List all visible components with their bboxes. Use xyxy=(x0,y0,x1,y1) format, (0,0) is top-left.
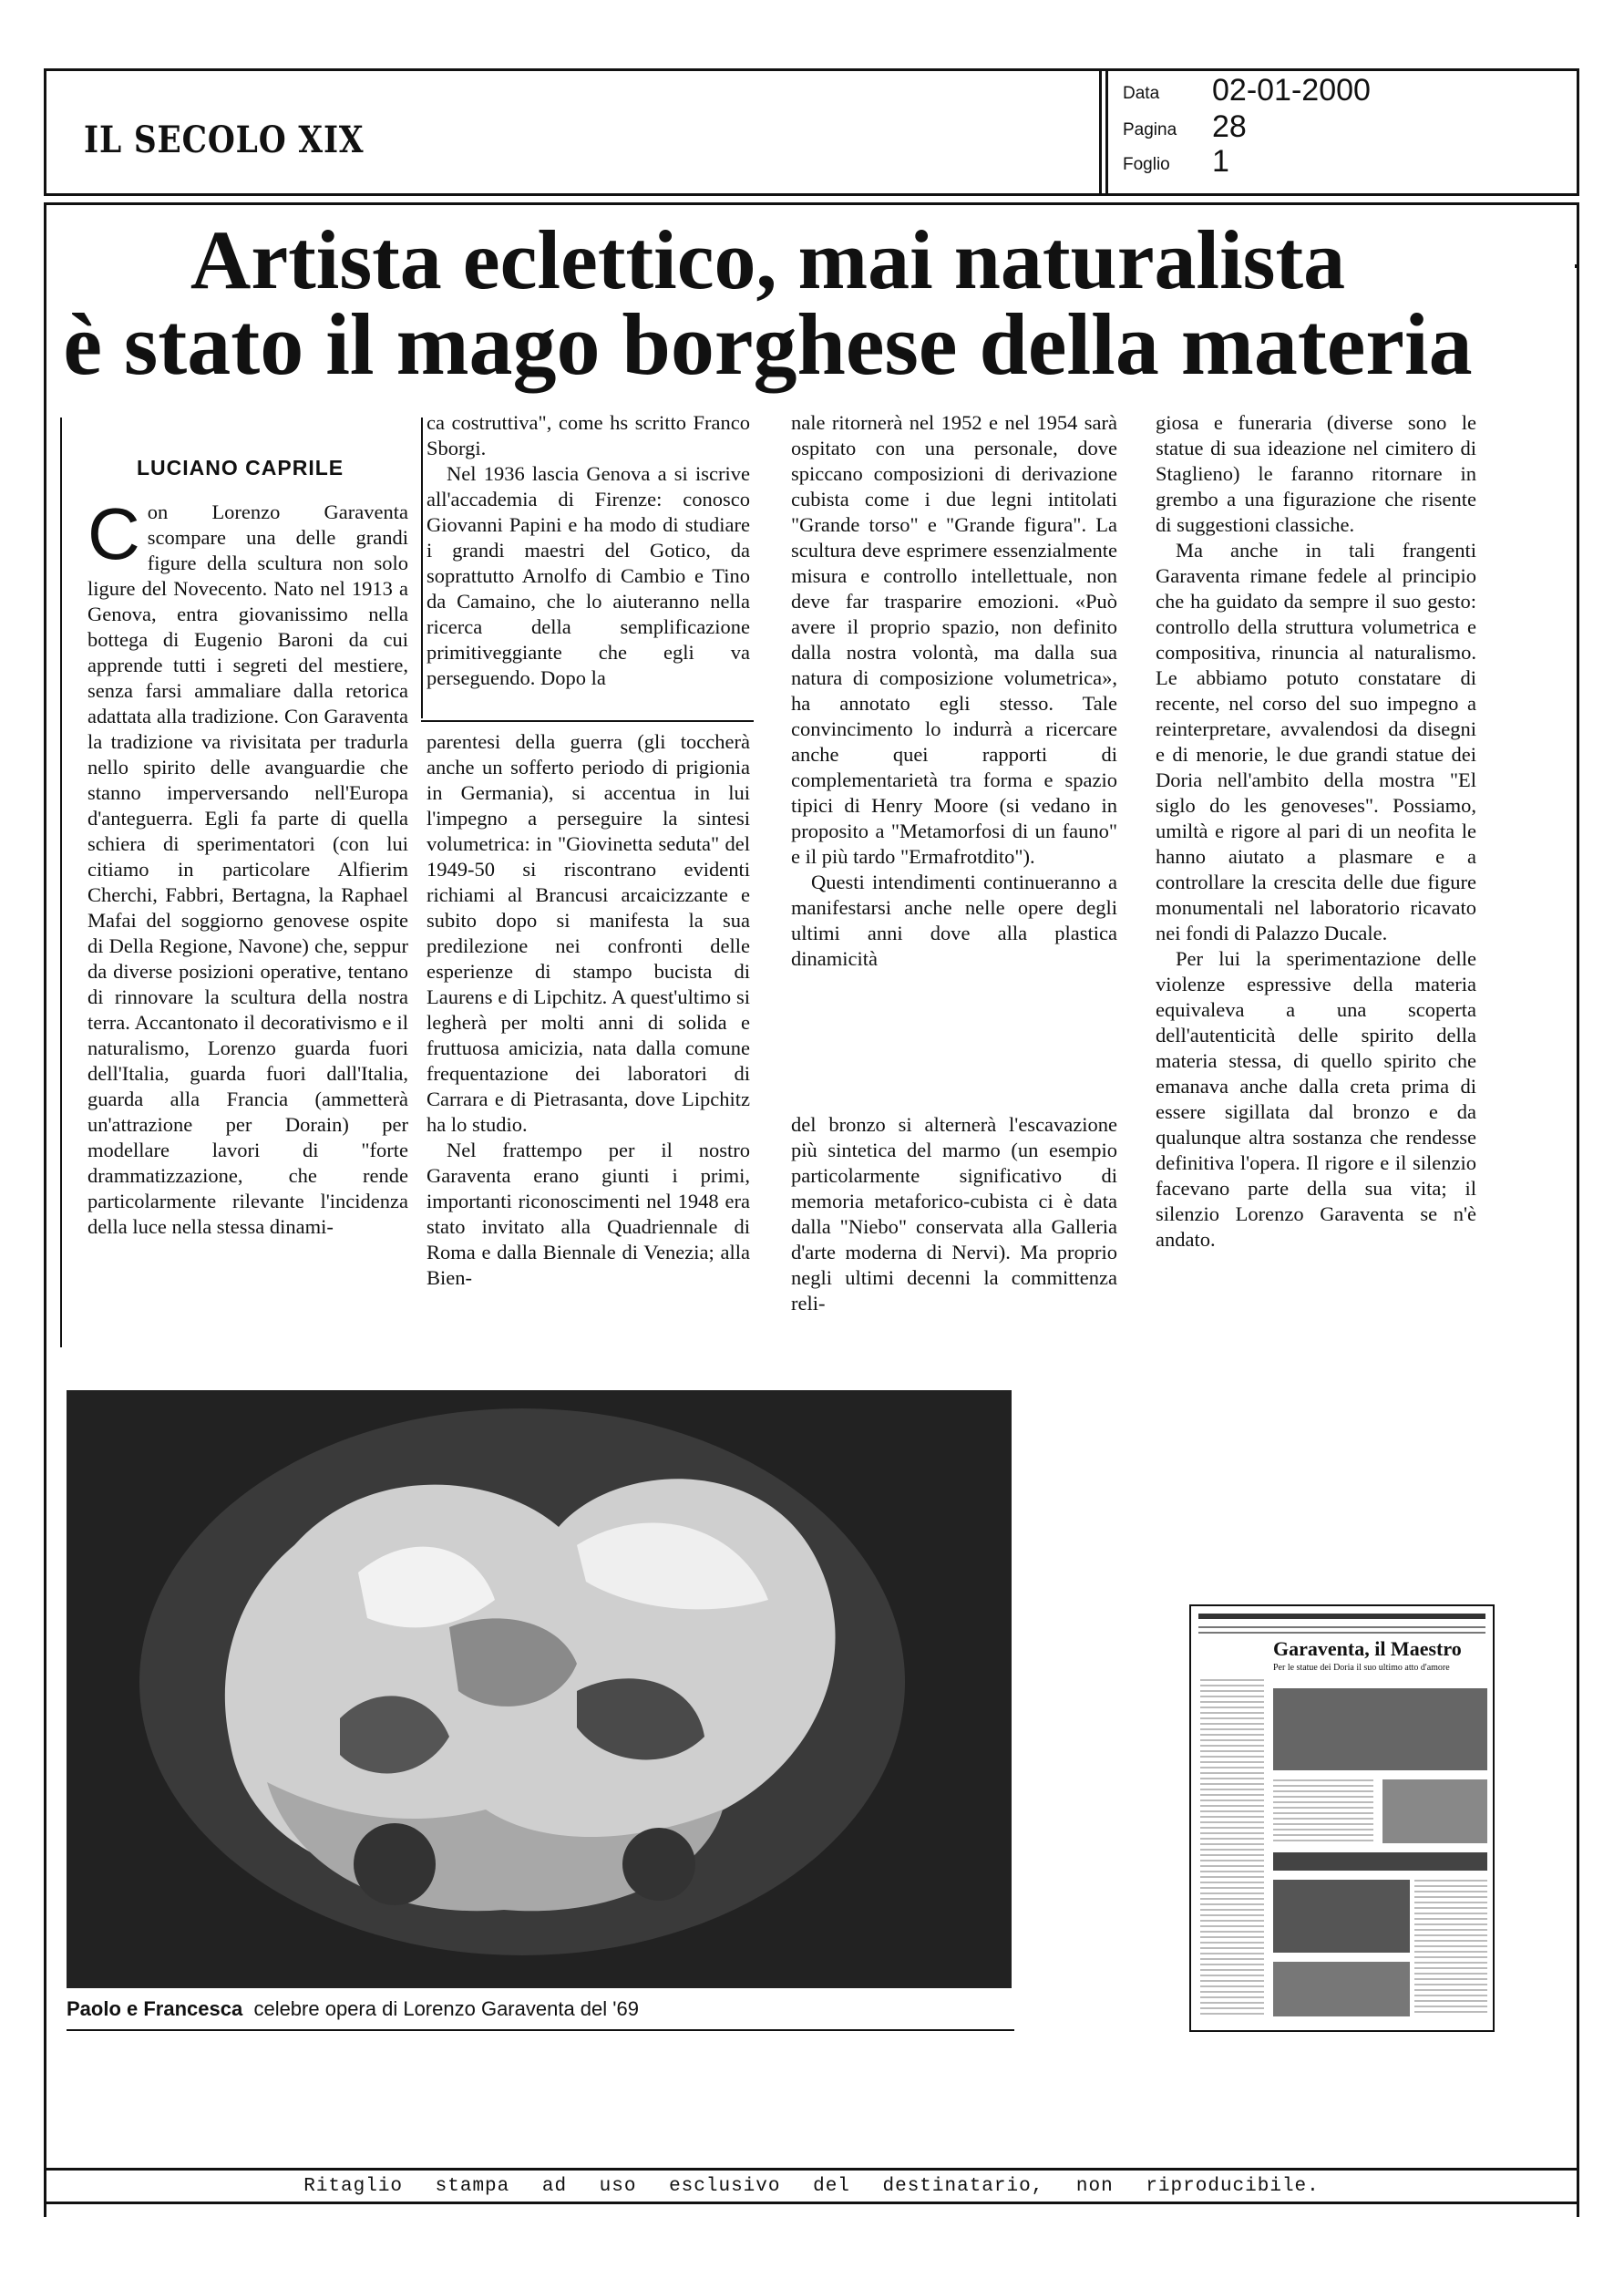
col2-paragraph-1: ca costruttiva", come hs scritto Franco Sborgi. xyxy=(427,411,750,459)
sculpture-illustration xyxy=(67,1390,1012,1988)
article-column-2-top xyxy=(427,410,750,691)
page-thumbnail xyxy=(1189,1604,1495,2032)
column-rule-horizontal xyxy=(421,720,754,722)
column-rule xyxy=(421,418,423,718)
col4-paragraph-2: Ma anche in tali frangenti Garaventa rimane fedele al principio che ha guidato da sempre il suo gesto: controllo della struttura volumetrica e compositiva, rinuncia al naturalismo. Le abbiamo potuto constatare di recente, nel corso del suo impegno a reinterpretare, avvalendosi da disegni e di menorie, le due grandi statue dei Doria nell'ambito della mostra "El siglo do les genoveses". Possiamo, umiltà e rigore al pari di un neofita le hanno aiutato a plasmare e a controllare la crescita delle due figure monumentali nel laboratorio ricavato nei fondi di Palazzo Ducale. xyxy=(1156,539,1476,944)
newspaper-name: IL SECOLO XIX xyxy=(84,119,365,161)
headline-line-2: è stato il mago borghese della materia xyxy=(63,295,1473,393)
caption-title: Paolo e Francesca xyxy=(67,1997,243,2020)
col3-paragraph-2: Questi intendimenti continueranno a manifestarsi anche nelle opere degli ultimi anni dove alla plastica dinamicità xyxy=(791,871,1117,970)
thumbnail-line xyxy=(1198,1632,1485,1634)
thumbnail-headline-bar xyxy=(1273,1852,1487,1871)
caption-text: celebre opera di Lorenzo Garaventa del '69 xyxy=(253,1997,639,2020)
drop-cap: C xyxy=(87,493,140,574)
byline: LUCIANO CAPRILE xyxy=(137,456,344,480)
col4-paragraph-1: giosa e funeraria (diverse sono le statue di sua ideazione nel cimitero di Staglieno) le faranno ritornare in grembo a una figurazione che risente di suggestioni classiche. xyxy=(1156,411,1476,536)
article-column-3-top xyxy=(791,410,1117,972)
article-column-3-bottom xyxy=(791,1112,1117,1316)
col3-paragraph-3: del bronzo si alternerà l'escavazione più sintetica del marmo (un esempio particolarmente significativo di memoria metaforico-cubista ci è data dalla "Niebo" conservata alla Galleria d'arte moderna di Nervi). Ma proprio negli ultimi decenni la committenza reli- xyxy=(791,1113,1117,1315)
sheet-value: 1 xyxy=(1212,144,1229,179)
column-rule xyxy=(60,418,62,1347)
thumbnail-text-block xyxy=(1273,1779,1373,1843)
footer-notice: Ritaglio stampa ad uso esclusivo del destinatario, non riproducibile. xyxy=(303,2176,1320,2197)
thumbnail-photo xyxy=(1273,1962,1410,2016)
thumbnail-title: Garaventa, il Maestro xyxy=(1273,1637,1462,1660)
photo-caption xyxy=(67,1997,639,2021)
header-divider xyxy=(1099,68,1108,196)
col3-paragraph-1: nale ritornerà nel 1952 e nel 1954 sarà ospitato con una personale, dove spiccano composizioni di derivazione cubista come i due legni intitolati "Grande torso" e "Grande figura". La scultura deve esprimere essenzialmente misura e controllo intellettuale, non deve far trasparire emozioni. «Può avere il proprio spazio, non definito dalla nostra volontà, ma dalla sua natura di composizione volumetrica», ha annotato egli stesso. Tale convincimento lo indurrà a ricercare anche quei rapporti di complementarietà tra forma e spazio tipici di Henry Moore (si vedano in proposito a "Metamorfosi di un fauno" e il più tardo "Ermafrotdito"). xyxy=(791,411,1117,868)
thumbnail-line xyxy=(1198,1626,1485,1628)
page-value: 28 xyxy=(1212,109,1247,144)
col2-paragraph-3: parentesi della guerra (gli toccherà anche un sofferto periodo di prigionia in Germania), si accentua in lui l'impegno a perseguire la sintesi volumetrica: in "Giovinetta seduta" del 1949-50 si riscontrano evidenti richiami al Brancusi arcaicizzante e subito dopo si manifesta la sua predilezione nei confronti delle esperienze di stampo bucista di Laurens e di Lipchitz. A quest'ultimo si legherà per molti anni di solida e fruttuosa amicizia, nata dalla comune frequentazione dei laboratori di Carrara e di Pietrasanta, dove Lipchitz ha lo studio. xyxy=(427,730,750,1136)
thumbnail-subtitle: Per le statue dei Doria il suo ultimo atto d'amore xyxy=(1273,1663,1450,1673)
article-column-2-bottom xyxy=(427,729,750,1291)
thumbnail-text-column xyxy=(1414,1880,1487,2016)
sculpture-photo xyxy=(67,1390,1012,1988)
date-label: Data xyxy=(1123,84,1160,103)
caption-rule xyxy=(67,2029,1014,2031)
col1-paragraph: on Lorenzo Garaventa scompare una delle grandi figure della scultura non solo ligure del Novecento. Nato nel 1913 a Genova, entra giovanissimo nella bottega di Eugenio Baroni da cui apprende tutti i segreti del mestiere, senza farsi ammaliare dalla retorica adattata alla tradizione. Con Garaventa la tradizione va rivisitata per tradurla nello spirito delle avanguardie che stanno imperversando nell'Europa d'anteguerra. Egli fa parte di quella schiera di sperimentatori (con lui citiamo in particolare Alfierim Cherchi, Fabbri, Bertagna, la Raphael Mafai del soggiorno genovese ospite di Della Regione, Navone) che, seppur da diverse posizioni operative, tentano di rinnovare la scultura della nostra terra. Accantonato il decorativismo e il naturalismo, Lorenzo guarda fuori dell'Italia, guarda fuori dall'Italia, guarda alla Francia (ammetterà un'attrazione per Dorain) per modellare lavori di "forte drammatizzazione, che rende particolarmente rilevante l'incidenza della luce nella stessa dinami- xyxy=(87,500,408,1238)
thumbnail-text-column xyxy=(1200,1679,1264,2016)
thumbnail-photo xyxy=(1273,1880,1410,1953)
col2-paragraph-4: Nel frattempo per il nostro Garaventa erano giunti i primi, importanti riconoscimenti nel 1948 era stato invitato alla Quadriennale di Roma e dalla Biennale di Venezia; alla Bien- xyxy=(427,1139,750,1289)
page-label: Pagina xyxy=(1123,120,1177,139)
date-value: 02-01-2000 xyxy=(1212,73,1371,108)
thumbnail-photo xyxy=(1382,1779,1487,1843)
headline-line-1: Artista eclettico, mai naturalista xyxy=(190,213,1346,306)
article-column-1 xyxy=(87,493,408,1240)
sheet-label: Foglio xyxy=(1123,155,1170,174)
col2-paragraph-2: Nel 1936 lascia Genova a si iscrive all'accademia di Firenze: conosco Giovanni Papini e ha modo di studiare i grandi maestri del Gotico, da soprattutto Arnolfo di Cambio e Tino da Camaino, che lo aiuteranno nella ricerca della semplificazione primitiveggiante che egli va perseguendo. Dopo la xyxy=(427,462,750,689)
article-column-4 xyxy=(1156,410,1476,1253)
thumbnail-photo xyxy=(1273,1688,1487,1770)
thumbnail-header-bar xyxy=(1198,1614,1485,1619)
margin-mark xyxy=(1575,264,1578,268)
col4-paragraph-3: Per lui la sperimentazione delle violenze espressive della materia equivaleva a una scoperta dell'autenticità delle spirito della materia stessa, di quello spirito che emanava anche dalla creta prima di essere sigillata dal bronzo e da qualunque altra sostanza che rendesse definitiva l'opera. Il rigore e il silenzio facevano parte della sua vita; il silenzio Lorenzo Garaventa se n'è andato. xyxy=(1156,947,1476,1251)
